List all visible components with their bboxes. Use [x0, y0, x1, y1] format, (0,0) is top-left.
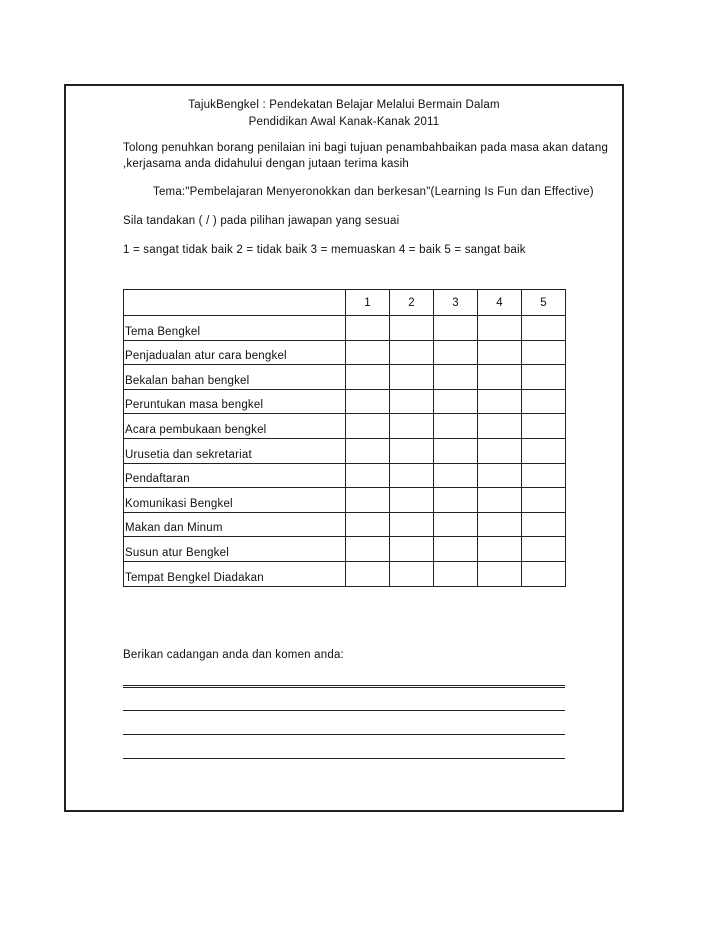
rating-checkbox-2[interactable]	[390, 389, 434, 414]
rating-checkbox-1[interactable]	[346, 512, 390, 537]
rating-checkbox-5[interactable]	[522, 389, 566, 414]
rating-checkbox-5[interactable]	[522, 340, 566, 365]
rating-checkbox-1[interactable]	[346, 561, 390, 586]
criteria-label: Tempat Bengkel Diadakan	[124, 561, 346, 586]
form-title-line-1: TajukBengkel : Pendekatan Belajar Melalui Bermain Dalam	[188, 99, 500, 111]
header-blank-cell	[124, 290, 346, 316]
rating-checkbox-1[interactable]	[346, 389, 390, 414]
rating-checkbox-5[interactable]	[522, 438, 566, 463]
rating-checkbox-1[interactable]	[346, 537, 390, 562]
rating-checkbox-2[interactable]	[390, 512, 434, 537]
rating-checkbox-2[interactable]	[390, 488, 434, 513]
rating-checkbox-1[interactable]	[346, 463, 390, 488]
table-row	[124, 512, 566, 537]
rating-checkbox-4[interactable]	[478, 365, 522, 390]
theme-text: Tema:"Pembelajaran Menyeronokkan dan berkesan"(Learning Is Fun dan Effective)	[153, 186, 594, 198]
criteria-label: Komunikasi Bengkel	[124, 488, 346, 513]
rating-checkbox-4[interactable]	[478, 316, 522, 341]
criteria-label: Penjadualan atur cara bengkel	[124, 340, 346, 365]
rating-checkbox-4[interactable]	[478, 463, 522, 488]
form-title-line-2: Pendidikan Awal Kanak-Kanak 2011	[248, 116, 440, 128]
table-row	[124, 438, 566, 463]
rating-checkbox-4[interactable]	[478, 488, 522, 513]
rating-checkbox-2[interactable]	[390, 537, 434, 562]
rating-checkbox-2[interactable]	[390, 316, 434, 341]
table-row	[124, 537, 566, 562]
rating-checkbox-4[interactable]	[478, 438, 522, 463]
header-score-3: 3	[434, 290, 478, 316]
rating-checkbox-4[interactable]	[478, 414, 522, 439]
criteria-label: Urusetia dan sekretariat	[124, 438, 346, 463]
rating-checkbox-2[interactable]	[390, 414, 434, 439]
instruction-text: Sila tandakan ( / ) pada pilihan jawapan yang sesuai	[123, 215, 400, 227]
rating-checkbox-4[interactable]	[478, 389, 522, 414]
scale-legend: 1 = sangat tidak baik 2 = tidak baik 3 = memuaskan 4 = baik 5 = sangat baik	[123, 244, 526, 256]
rating-checkbox-3[interactable]	[434, 365, 478, 390]
rating-checkbox-2[interactable]	[390, 365, 434, 390]
header-score-1: 1	[346, 290, 390, 316]
comments-label: Berikan cadangan anda dan komen anda:	[123, 649, 344, 661]
rating-checkbox-2[interactable]	[390, 438, 434, 463]
rating-table	[123, 289, 566, 587]
table-row	[124, 340, 566, 365]
rating-checkbox-5[interactable]	[522, 512, 566, 537]
rating-checkbox-1[interactable]	[346, 488, 390, 513]
criteria-label: Pendaftaran	[124, 463, 346, 488]
rating-checkbox-3[interactable]	[434, 512, 478, 537]
intro-text-line-1: Tolong penuhkan borang penilaian ini bagi tujuan penambahbaikan pada masa akan datang	[123, 142, 609, 154]
rating-checkbox-2[interactable]	[390, 561, 434, 586]
rating-checkbox-3[interactable]	[434, 414, 478, 439]
table-row	[124, 316, 566, 341]
rating-checkbox-4[interactable]	[478, 561, 522, 586]
rating-checkbox-5[interactable]	[522, 414, 566, 439]
criteria-label: Bekalan bahan bengkel	[124, 365, 346, 390]
rating-checkbox-1[interactable]	[346, 438, 390, 463]
comment-line-1[interactable]	[123, 685, 565, 688]
criteria-label: Acara pembukaan bengkel	[124, 414, 346, 439]
rating-checkbox-4[interactable]	[478, 537, 522, 562]
rating-checkbox-3[interactable]	[434, 316, 478, 341]
rating-checkbox-3[interactable]	[434, 537, 478, 562]
table-row	[124, 561, 566, 586]
criteria-label: Tema Bengkel	[124, 316, 346, 341]
comment-line-3[interactable]	[123, 734, 565, 735]
rating-checkbox-3[interactable]	[434, 340, 478, 365]
rating-table-header	[124, 290, 566, 316]
rating-checkbox-3[interactable]	[434, 463, 478, 488]
table-row	[124, 389, 566, 414]
rating-checkbox-3[interactable]	[434, 438, 478, 463]
rating-checkbox-5[interactable]	[522, 537, 566, 562]
rating-checkbox-3[interactable]	[434, 488, 478, 513]
intro-text-line-2: ,kerjasama anda didahului dengan jutaan terima kasih	[123, 158, 409, 170]
rating-checkbox-1[interactable]	[346, 414, 390, 439]
rating-checkbox-5[interactable]	[522, 365, 566, 390]
rating-checkbox-5[interactable]	[522, 463, 566, 488]
rating-checkbox-4[interactable]	[478, 340, 522, 365]
criteria-label: Makan dan Minum	[124, 512, 346, 537]
rating-checkbox-1[interactable]	[346, 316, 390, 341]
table-row	[124, 414, 566, 439]
rating-checkbox-3[interactable]	[434, 561, 478, 586]
table-row	[124, 463, 566, 488]
rating-checkbox-5[interactable]	[522, 561, 566, 586]
criteria-label: Susun atur Bengkel	[124, 537, 346, 562]
rating-checkbox-1[interactable]	[346, 365, 390, 390]
header-score-2: 2	[390, 290, 434, 316]
table-row	[124, 365, 566, 390]
rating-checkbox-2[interactable]	[390, 340, 434, 365]
rating-checkbox-3[interactable]	[434, 389, 478, 414]
rating-checkbox-5[interactable]	[522, 316, 566, 341]
comment-line-4[interactable]	[123, 758, 565, 759]
evaluation-form	[64, 84, 624, 812]
header-score-4: 4	[478, 290, 522, 316]
rating-checkbox-5[interactable]	[522, 488, 566, 513]
criteria-label: Peruntukan masa bengkel	[124, 389, 346, 414]
rating-checkbox-4[interactable]	[478, 512, 522, 537]
table-row	[124, 488, 566, 513]
comment-line-2[interactable]	[123, 710, 565, 711]
rating-checkbox-2[interactable]	[390, 463, 434, 488]
rating-checkbox-1[interactable]	[346, 340, 390, 365]
header-score-5: 5	[522, 290, 566, 316]
